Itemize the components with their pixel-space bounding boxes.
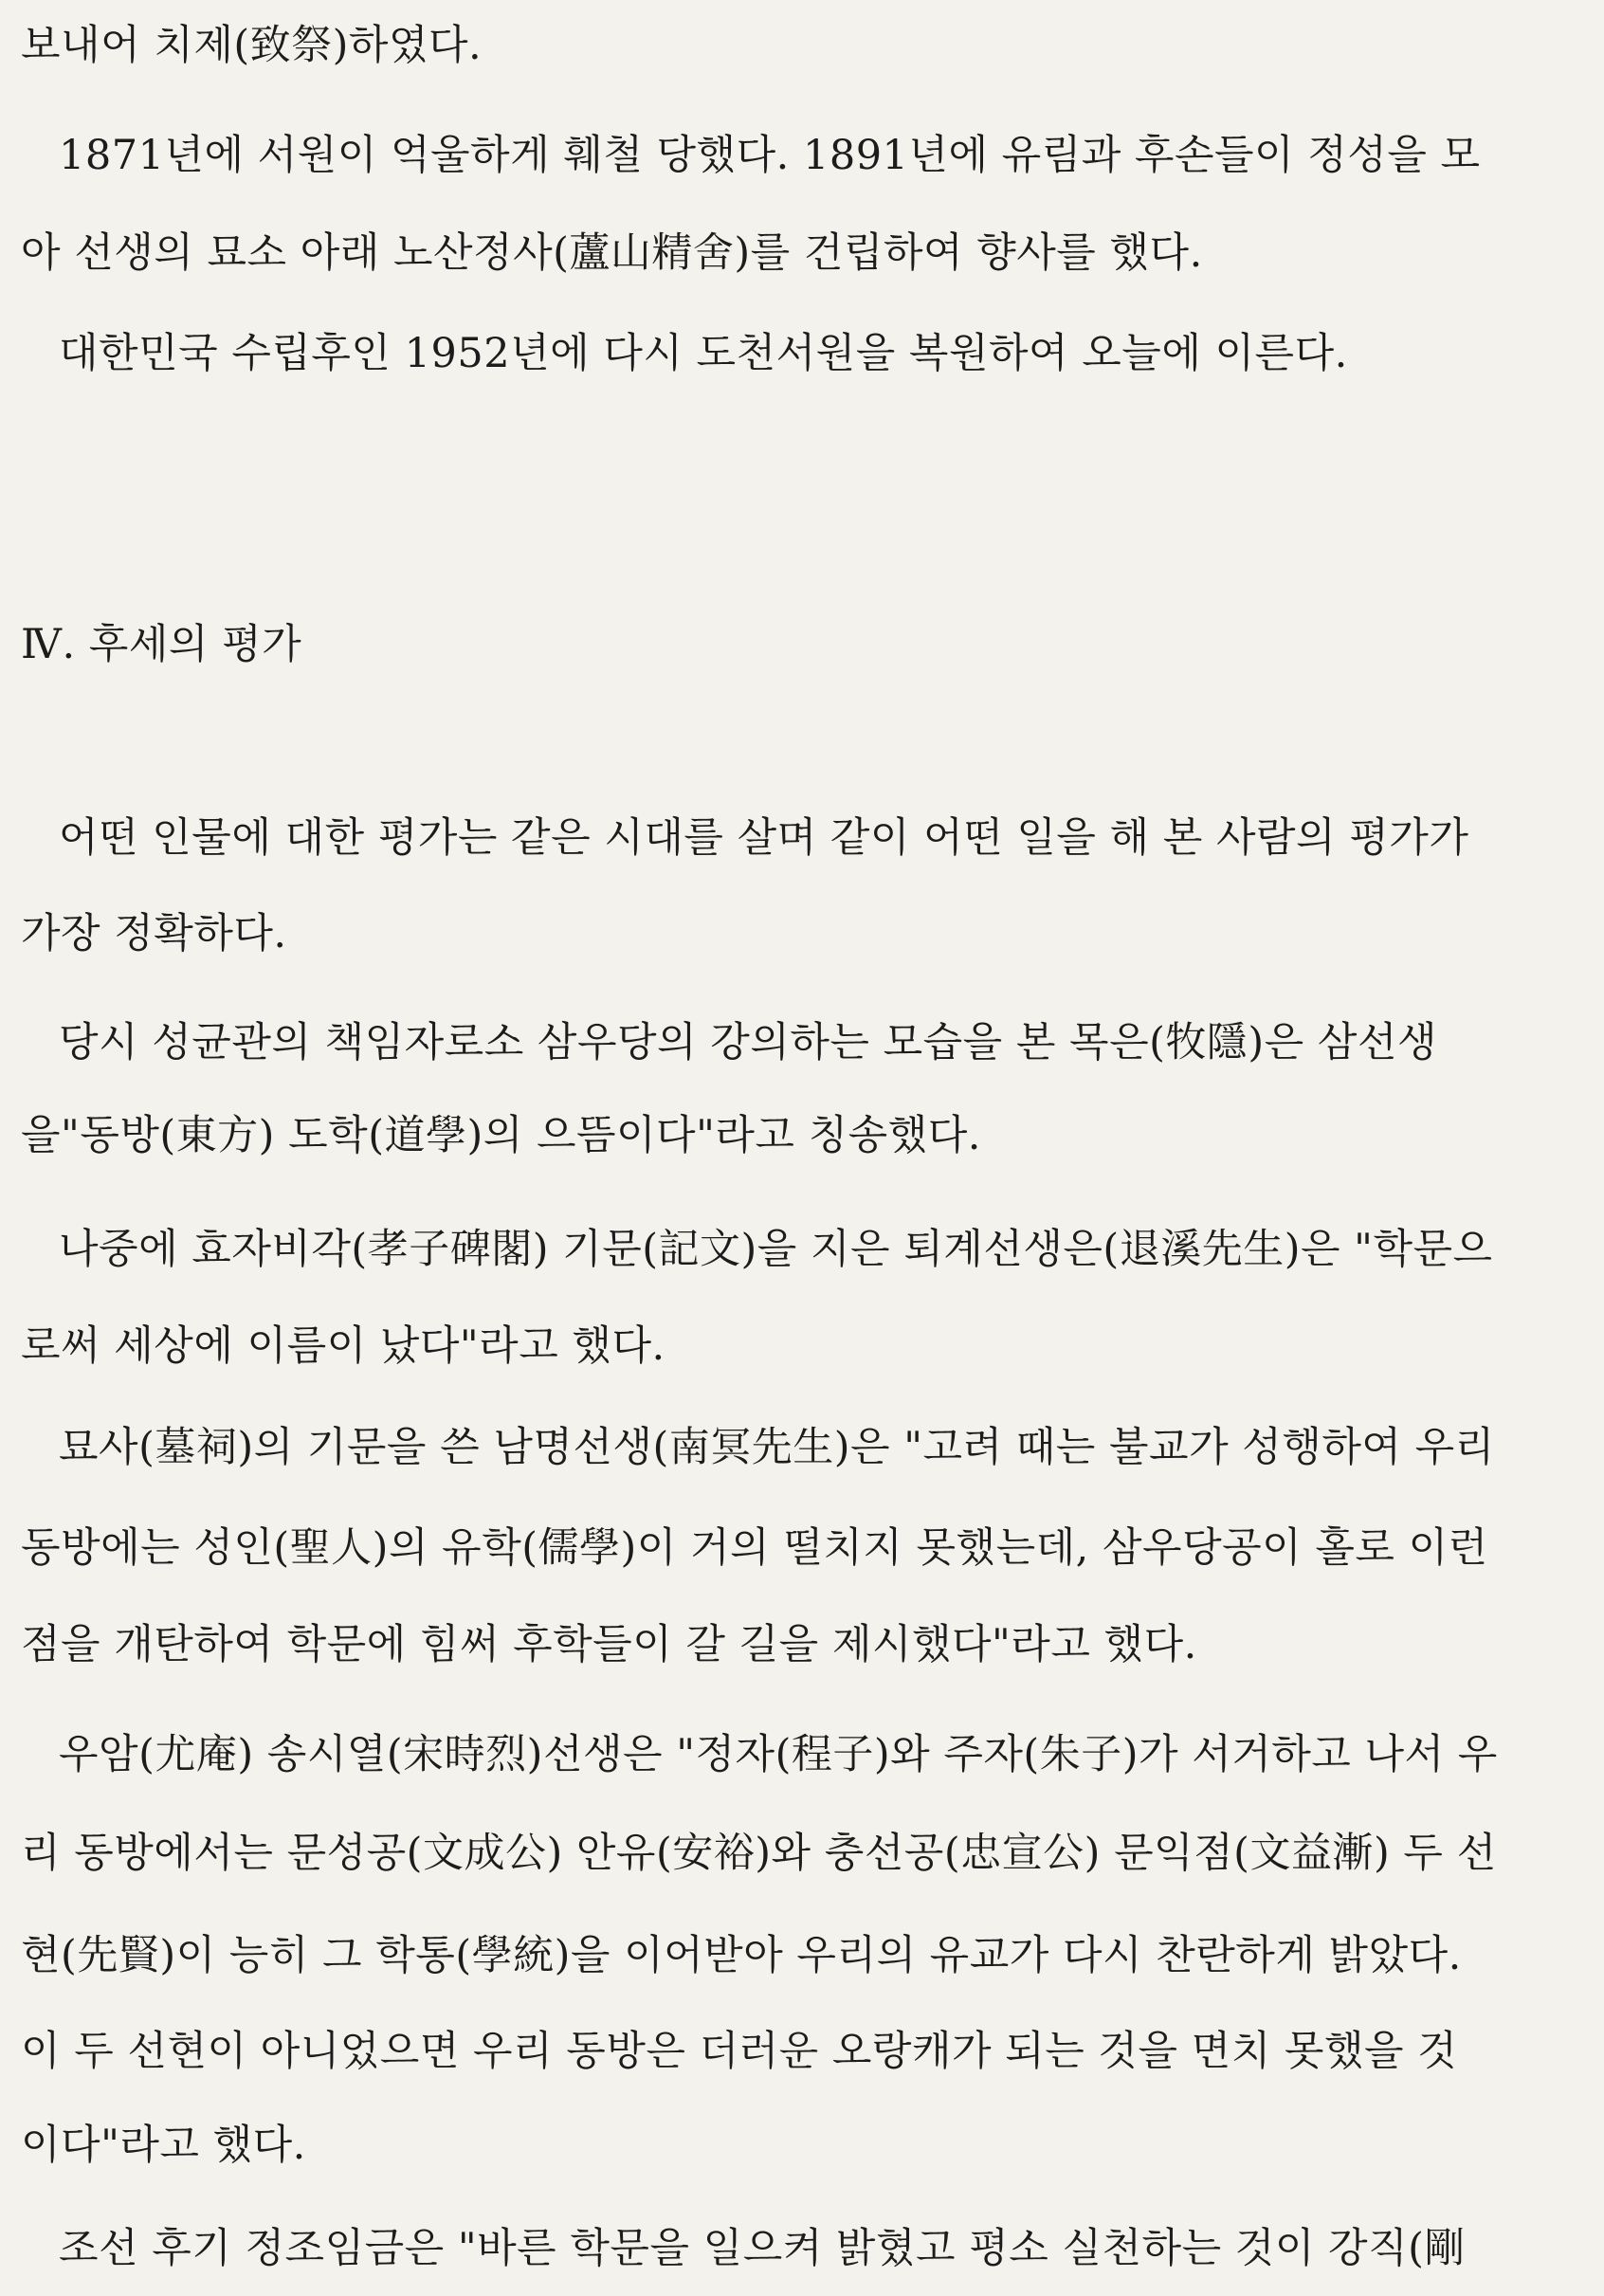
paragraph-line: 어떤 인물에 대한 평가는 같은 시대를 살며 같이 어떤 일을 해 본 사람의 평가가	[59, 814, 1469, 862]
paragraph-line: 당시 성균관의 책임자로소 삼우당의 강의하는 모습을 본 목은(牧隱)은 삼선생	[59, 1019, 1438, 1066]
paragraph-line: 묘사(墓祠)의 기문을 쓴 남명선생(南冥先生)은 "고려 때는 불교가 성행하여 우리	[59, 1424, 1495, 1471]
paragraph-line: 리 동방에서는 문성공(文成公) 안유(安裕)와 충선공(忠宣公) 문익점(文益漸) 두 선	[21, 1830, 1497, 1877]
paragraph-line: 현(先賢)이 능히 그 학통(學統)을 이어받아 우리의 유교가 다시 찬란하게 밝았다.	[21, 1932, 1462, 1979]
paragraph-line: 을"동방(東方) 도학(道學)의 으뜸이다"라고 칭송했다.	[21, 1112, 981, 1159]
paragraph-line: 로써 세상에 이름이 났다"라고 했다.	[21, 1322, 665, 1370]
paragraph-line: 대한민국 수립후인 1952년에 다시 도천서원을 복원하여 오늘에 이른다.	[59, 330, 1348, 377]
paragraph-line: 1871년에 서원이 억울하게 훼철 당했다. 1891년에 유림과 후손들이 정성을 모	[59, 132, 1481, 179]
paragraph-line: 아 선생의 묘소 아래 노산정사(蘆山精舍)를 건립하여 향사를 했다.	[21, 229, 1203, 277]
paragraph-line: 이다"라고 했다.	[21, 2122, 306, 2169]
paragraph-line: 우암(尤庵) 송시열(宋時烈)선생은 "정자(程子)와 주자(朱子)가 서거하고 나서 우	[59, 1731, 1498, 1778]
paragraph-line: 나중에 효자비각(孝子碑閣) 기문(記文)을 지은 퇴계선생은(退溪先生)은 "학문으	[59, 1226, 1493, 1273]
paragraph-line: 이 두 선현이 아니었으면 우리 동방은 더러운 오랑캐가 되는 것을 면치 못했을 것	[21, 2028, 1458, 2075]
paragraph-line: 동방에는 성인(聖人)의 유학(儒學)이 거의 떨치지 못했는데, 삼우당공이 홀로 이런	[21, 1524, 1488, 1572]
paragraph-line: 점을 개탄하여 학문에 힘써 후학들이 갈 길을 제시했다"라고 했다.	[21, 1621, 1197, 1668]
paragraph-line: 가장 정확하다.	[21, 910, 287, 957]
section-heading: Ⅳ. 후세의 평가	[21, 621, 302, 668]
paragraph-line: 조선 후기 정조임금은 "바른 학문을 일으켜 밝혔고 평소 실천하는 것이 강직(剛	[59, 2225, 1466, 2272]
paragraph-line: 보내어 치제(致祭)하였다.	[21, 22, 483, 69]
